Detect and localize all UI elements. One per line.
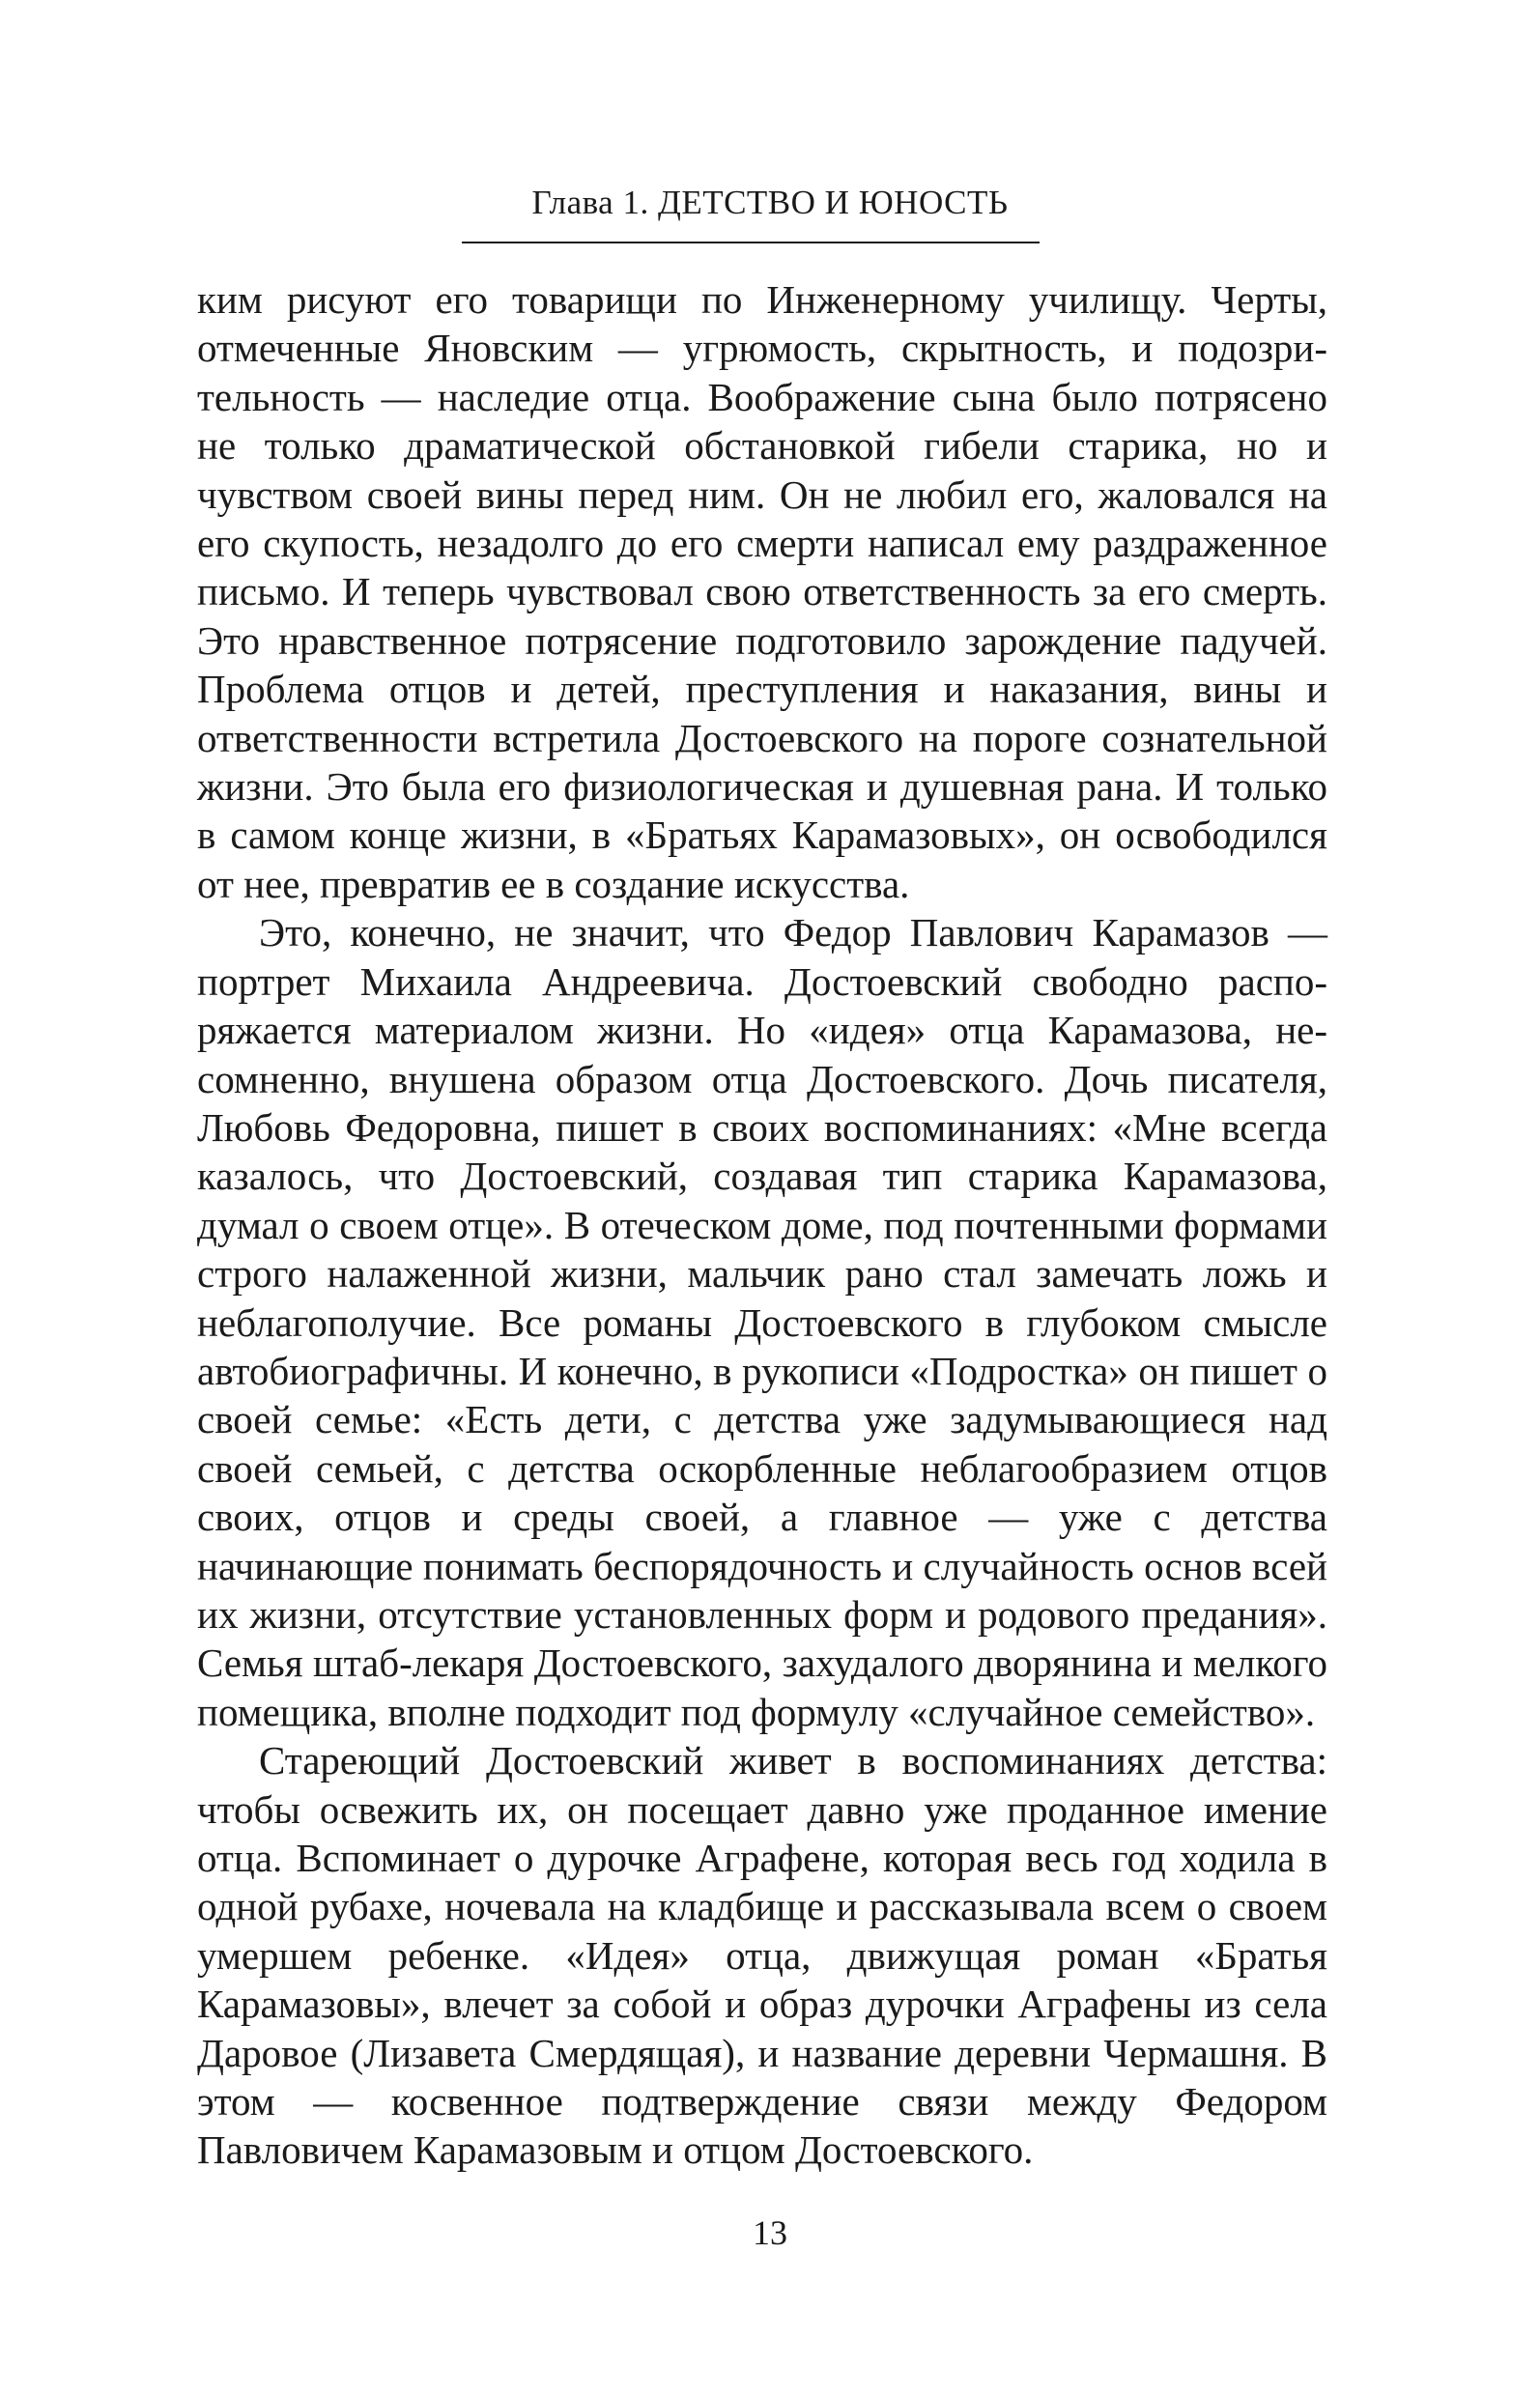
paragraph: Это, конечно, не значит, что Федор Павлович Карамазов — портрет Михаила Андреевича. Достоевский свободно распоряжается материалом жизни. Но «идея» отца Карамазова, несомненно, внушена образом отца Достоевского. Дочь писателя, Любовь Федоровна, пишет в своих воспоминаниях: «Мне всегда казалось, что Достоевский, создавая тип старика Карамазова, думал о своем отце». В отеческом доме, под почтенными формами строго налаженной жизни, мальчик рано стал замечать ложь и неблагополучие. Все романы Достоевского в глубоком смысле автобиографичны. И конечно, в рукописи «Подростка» он пишет о своей семье: «Есть дети, с детства уже задумывающиеся над своей семьей, с детства оскорбленные неблагообразием отцов своих, отцов и среды своей, а главное — уже с детства начинающие понимать беспорядочность и случайность основ всей их жизни, отсутствие установленных форм и родового предания». Семья штаб-лекаря Достоевского, захудалого дворянина и мелкого помещика, вполне подходит под формулу «случайное семейство». (197, 910, 1327, 1734)
page-number: 13 (753, 2213, 787, 2252)
paragraph: Стареющий Достоевский живет в воспоминаниях детства: чтобы освежить их, он посещает давно уже проданное имение отца. Вспоминает о дурочке Аграфене, которая весь год ходила в одной рубахе, ночевала на кладбище и рассказывала всем о своем умершем ребенке. «Идея» отца, движущая роман «Братья Карамазовы», влечет за собой и образ дурочки Аграфены из села Даровое (Лизавета Смердящая), и название деревни Чермашня. В этом — косвенное подтверждение связи между Федором Павловичем Карамазовым и отцом Достоевского. (197, 1738, 1327, 2173)
header-divider (462, 242, 1040, 243)
paragraph: ким рисуют его товарищи по Инженерному училищу. Черты, отмеченные Яновским — угрюмость, скрытность, и подозрительность — наследие отца. Воображение сына было потрясено не только драматической обстановкой гибели старика, но и чувством своей вины перед ним. Он не любил его, жаловался на его скупость, незадолго до его смерти написал ему раздраженное письмо. И теперь чувствовал свою ответственность за его смерть. Это нравственное потрясение подготовило зарождение падучей. Проблема отцов и детей, преступления и наказания, вины и ответственности встретила Достоевского на пороге сознательной жизни. Это была его физиологическая и душевная рана. И только в самом конце жизни, в «Братьях Карамазовых», он освободился от нее, превратив ее в создание искусства. (197, 277, 1327, 906)
running-header: Глава 1. ДЕТСТВО И ЮНОСТЬ (531, 184, 1009, 221)
body-text (197, 275, 1327, 2175)
